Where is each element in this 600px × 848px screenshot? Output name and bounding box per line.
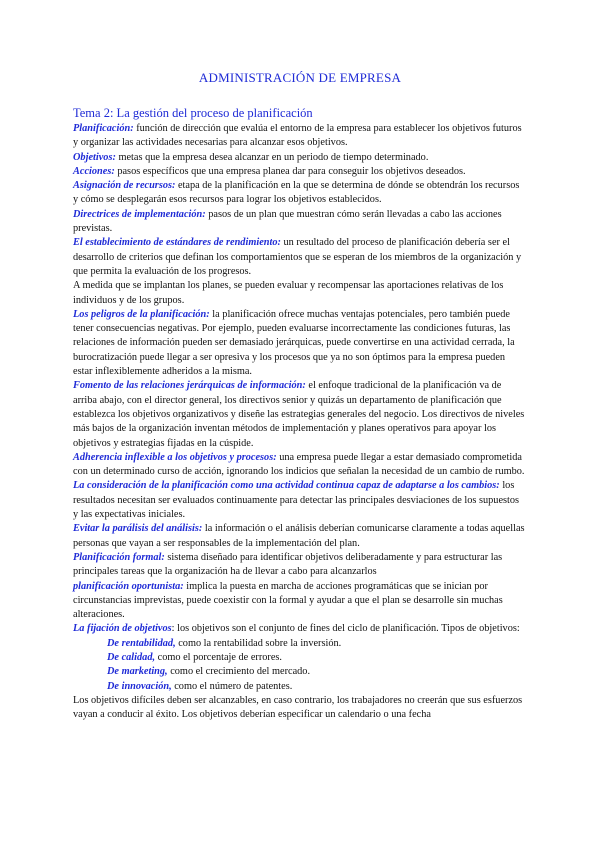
term: Planificación: [73, 123, 134, 134]
definition: sistema diseñado para identificar objetivos deliberadamente y para estructurar las principales tareas que la organización ha de llevar a cabo para alcanzarlos [73, 551, 503, 578]
term: El establecimiento de estándares de rendimiento: [73, 237, 281, 249]
definition: como el número de patentes. [171, 680, 293, 692]
document-title: ADMINISTRACIÓN DE EMPRESA [198, 70, 402, 85]
definition: los resultados necesitan ser evaluados continuamente para detectar las principales desviaciones de los supuestos y las expectativas iniciales. [73, 480, 520, 521]
term: Adherencia inflexible a los objetivos y procesos: [73, 451, 277, 463]
definition: la planificación ofrece muchas ventajas potenciales, pero también puede tener consecuencias negativas. Por ejemplo, pueden evaluarse incorrectamente las condiciones futuras, las relaciones de información pueden ser demasiado jerárquicas, puede convertirse en una actividad cerrada, la burocratización puede llegar a ser opresiva y los procesos que ya no son óptimos para la empresa pueden estar inflexiblemente adheridos a la misma. [73, 308, 515, 378]
term: De marketing, [107, 666, 168, 678]
paragraph [73, 479, 525, 522]
term: De rentabilidad, [107, 637, 176, 649]
objective-type-item [73, 637, 525, 651]
paragraph [73, 551, 525, 580]
paragraph [73, 165, 525, 179]
term: Directrices de implementación: [73, 208, 206, 220]
term: La fijación de objetivos [73, 623, 172, 635]
definition: una empresa puede llegar a estar demasiado comprometida con un determinado curso de acción, ignorando los indicios que señalan la necesidad de un cambio de rumbo. [73, 451, 525, 478]
term: Fomento de las relaciones jerárquicas de información: [73, 380, 306, 392]
definition: implica la puesta en marcha de acciones programáticas que se inician por circunstancias imprevistas, puede coexistir con la formal y ayudar a que el plan se desarrolle sin muchas alteraciones. [73, 580, 503, 621]
definition: como el crecimiento del mercado. [167, 666, 311, 678]
topic-heading: Tema 2: La gestión del proceso de planificación [73, 106, 313, 120]
definition: función de dirección que evalúa el entorno de la empresa para establecer los objetivos futuros y organizar las actividades necesarias para alcanzar esos objetivos. [73, 123, 522, 149]
definition: pasos de un plan que muestran cómo serán llevadas a cabo las acciones previstas. [73, 208, 502, 235]
objective-type-item [73, 665, 525, 679]
definition: un resultado del proceso de planificación debería ser el desarrollo de criterios que definan los comportamientos que se esperan de los miembros de la organización y que permita la evaluación de los progresos. [73, 237, 522, 277]
paragraph [73, 236, 525, 279]
definition: A medida que se implantan los planes, se pueden evaluar y recompensar las aportaciones relativas de los individuos y de los grupos. [73, 280, 504, 306]
definition: : los objetivos son el conjunto de fines del ciclo de planificación. Tipos de objetivos: [171, 623, 520, 635]
paragraph [73, 279, 525, 308]
definition: la información o el análisis deberían comunicarse claramente a todas aquellas personas que vayan a ser responsables de la implementación del plan. [73, 523, 525, 549]
term: Asignación de recursos: [73, 180, 176, 192]
paragraph [73, 308, 525, 379]
objective-type-item [73, 680, 525, 694]
term: Evitar la parálisis del análisis: [73, 523, 203, 535]
definition: como la rentabilidad sobre la inversión. [175, 637, 342, 649]
paragraph [73, 122, 525, 151]
objective-type-item [73, 651, 525, 665]
paragraph [73, 379, 525, 450]
term: Los peligros de la planificación: [73, 308, 210, 320]
definition: pasos específicos que una empresa planea dar para conseguir los objetivos deseados. [114, 165, 466, 177]
definition: metas que la empresa desea alcanzar en un periodo de tiempo determinado. [115, 151, 429, 163]
paragraph [73, 151, 525, 165]
definition: etapa de la planificación en la que se determina de dónde se obtendrán los recursos y cómo se desplegarán esos recursos para lograr los objetivos establecidos. [73, 180, 520, 206]
definition: como el porcentaje de errores. [155, 651, 282, 663]
paragraph [73, 522, 525, 551]
term: planificación oportunista: [73, 580, 184, 592]
paragraph [73, 451, 525, 480]
term: De calidad, [107, 651, 156, 663]
term: Objetivos: [73, 151, 116, 163]
paragraph [73, 179, 525, 208]
term: Planificación formal: [73, 551, 165, 563]
term: Acciones: [73, 165, 115, 177]
closing-paragraph: Los objetivos difíciles deben ser alcanzables, en caso contrario, los trabajadores no creerán que sus esfuerzos vayan a conducir al éxito. Los objetivos deberían especificar un calendario o una fecha [73, 694, 523, 721]
paragraph [73, 622, 525, 636]
paragraph [73, 580, 525, 623]
definition: el enfoque tradicional de la planificación va de arriba abajo, con el director general, los directivos senior y quizás un departamento de planificación que establezca los objetivos organizativos y diseñe las estrategias generales del negocio. Los directivos de niveles más bajos de la organización inventan métodos de implementación y planes operativos para apoyar los objetivos y estrategias fijadas en la cúspide. [73, 380, 525, 449]
term: La consideración de la planificación como una actividad continua capaz de adaptarse a los cambios: [73, 480, 500, 492]
term: De innovación, [107, 680, 172, 692]
document-body [73, 122, 525, 722]
paragraph [73, 208, 525, 237]
